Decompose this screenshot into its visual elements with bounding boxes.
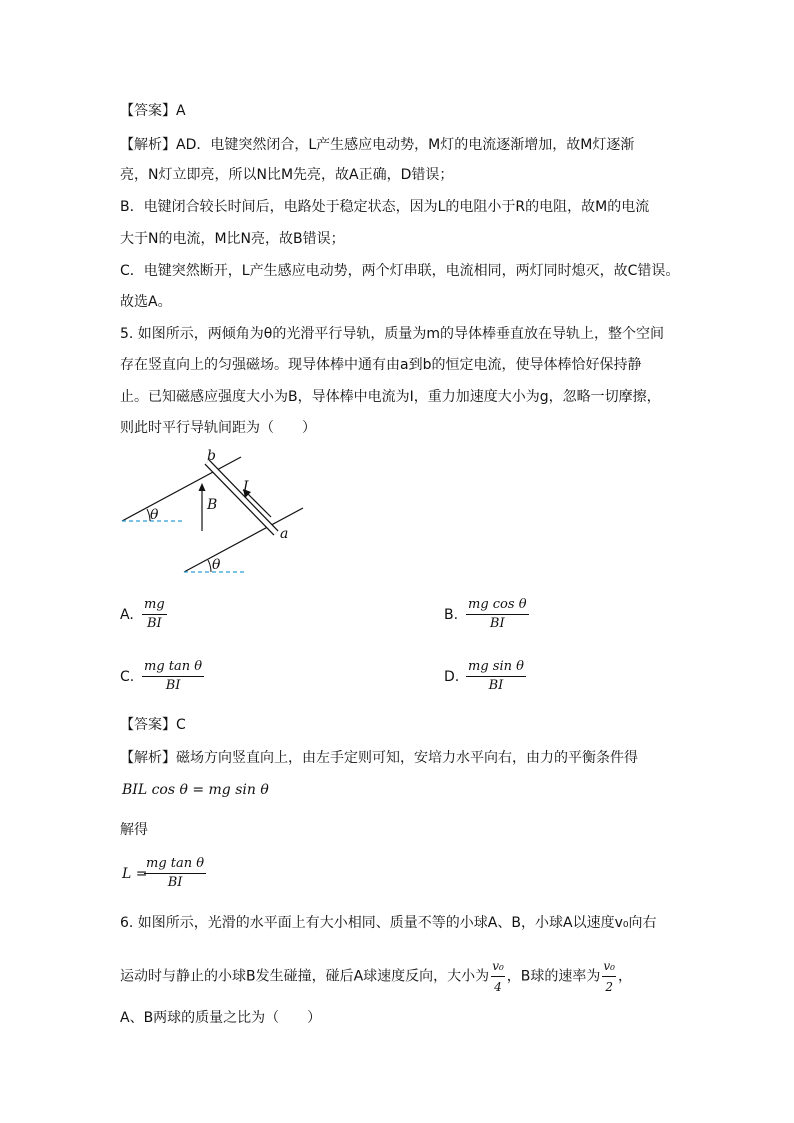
option-c-numerator: mg tan θ: [142, 659, 204, 677]
answer-label-q4: 【答案】A: [120, 103, 186, 119]
analysis-line: C．电键突然断开，L产生感应电动势，两个灯串联，电流相同，两灯同时熄灭，故C错误。: [120, 263, 680, 279]
result-lhs: L =: [122, 866, 148, 882]
option-d-label[interactable]: D.: [444, 669, 460, 685]
question-5-stem: 5. 如图所示，两倾角为θ的光滑平行导轨，质量为m的导体棒垂直放在导轨上，整个空间: [120, 326, 665, 342]
option-d-denominator: BI: [488, 678, 504, 693]
question-5-stem: 存在竖直向上的匀强磁场。现导体棒中通有由a到b的恒定电流，使导体棒恰好保持静: [120, 357, 642, 373]
option-a-label[interactable]: A.: [120, 607, 134, 623]
option-c-label[interactable]: C.: [120, 669, 135, 685]
conductor-rod: [207, 462, 276, 533]
speed-a-numerator: v₀: [491, 956, 505, 977]
option-d-numerator: mg sin θ: [466, 659, 526, 677]
analysis-line: 故选A。: [120, 294, 172, 310]
option-c-denominator: BI: [165, 678, 181, 693]
equation-balance: BIL cos θ = mg sin θ: [122, 782, 269, 798]
option-b-numerator: mg cos θ: [466, 597, 529, 615]
question-6-stem-line2: [120, 956, 632, 997]
result-denominator: BI: [167, 875, 183, 890]
label-b: b: [207, 448, 216, 464]
solve-label: 解得: [120, 822, 148, 838]
question-6-text: ，B球的速率为: [506, 968, 601, 985]
answer-label-q5: 【答案】C: [120, 717, 186, 733]
option-a-denominator: BI: [146, 616, 162, 631]
question-6-stem: A、B两球的质量之比为（ ）: [120, 1010, 322, 1026]
speed-fraction-b: [602, 956, 616, 997]
result-numerator: mg tan θ: [144, 856, 206, 874]
analysis-line: 【解析】AD．电键突然闭合，L产生感应电动势，M灯的电流逐渐增加，故M灯逐渐: [120, 137, 635, 153]
analysis-line: 【解析】磁场方向竖直向上，由左手定则可知，安培力水平向右，由力的平衡条件得: [120, 750, 638, 766]
label-a: a: [280, 526, 289, 542]
label-theta-lower: θ: [212, 557, 221, 573]
analysis-line: 大于N的电流，M比N亮，故B错误；: [120, 231, 345, 247]
option-b-denominator: BI: [489, 616, 505, 631]
question-6-text: ，: [617, 968, 632, 985]
result-fraction: [144, 856, 206, 890]
question-6-text: 运动时与静止的小球B发生碰撞，碰后A球速度反向，大小为: [120, 968, 490, 985]
question-5-stem: 则此时平行导轨间距为（ ）: [120, 420, 316, 436]
magnetic-field-arrowhead: [199, 483, 206, 491]
option-b-fraction[interactable]: [466, 597, 529, 631]
rail-upper: [122, 457, 241, 521]
analysis-line: B．电键闭合较长时间后，电路处于稳定状态，因为L的电阻小于R的电阻，故M的电流: [120, 199, 650, 215]
speed-fraction-a: [491, 956, 505, 997]
speed-a-denominator: 4: [494, 980, 502, 994]
inclined-rails-figure: [110, 445, 330, 585]
analysis-line: 亮，N灯立即亮，所以N比M先亮，故A正确，D错误；: [120, 167, 454, 183]
option-a-fraction[interactable]: [142, 597, 167, 631]
label-I: I: [243, 479, 249, 495]
speed-b-numerator: v₀: [602, 956, 616, 977]
option-d-fraction[interactable]: [466, 659, 526, 693]
question-6-stem: 6. 如图所示，光滑的水平面上有大小相同、质量不等的小球A、B，小球A以速度v₀向右: [120, 915, 657, 931]
option-b-label[interactable]: B.: [444, 607, 459, 623]
question-5-stem: 止。已知磁感应强度大小为B，导体棒中电流为I，重力加速度大小为g，忽略一切摩擦，: [120, 389, 661, 405]
angle-arc-lower: [208, 560, 211, 572]
option-a-numerator: mg: [142, 597, 167, 615]
label-theta-upper: θ: [150, 507, 159, 523]
label-B: B: [207, 497, 218, 513]
speed-b-denominator: 2: [605, 980, 613, 994]
option-c-fraction[interactable]: [142, 659, 204, 693]
